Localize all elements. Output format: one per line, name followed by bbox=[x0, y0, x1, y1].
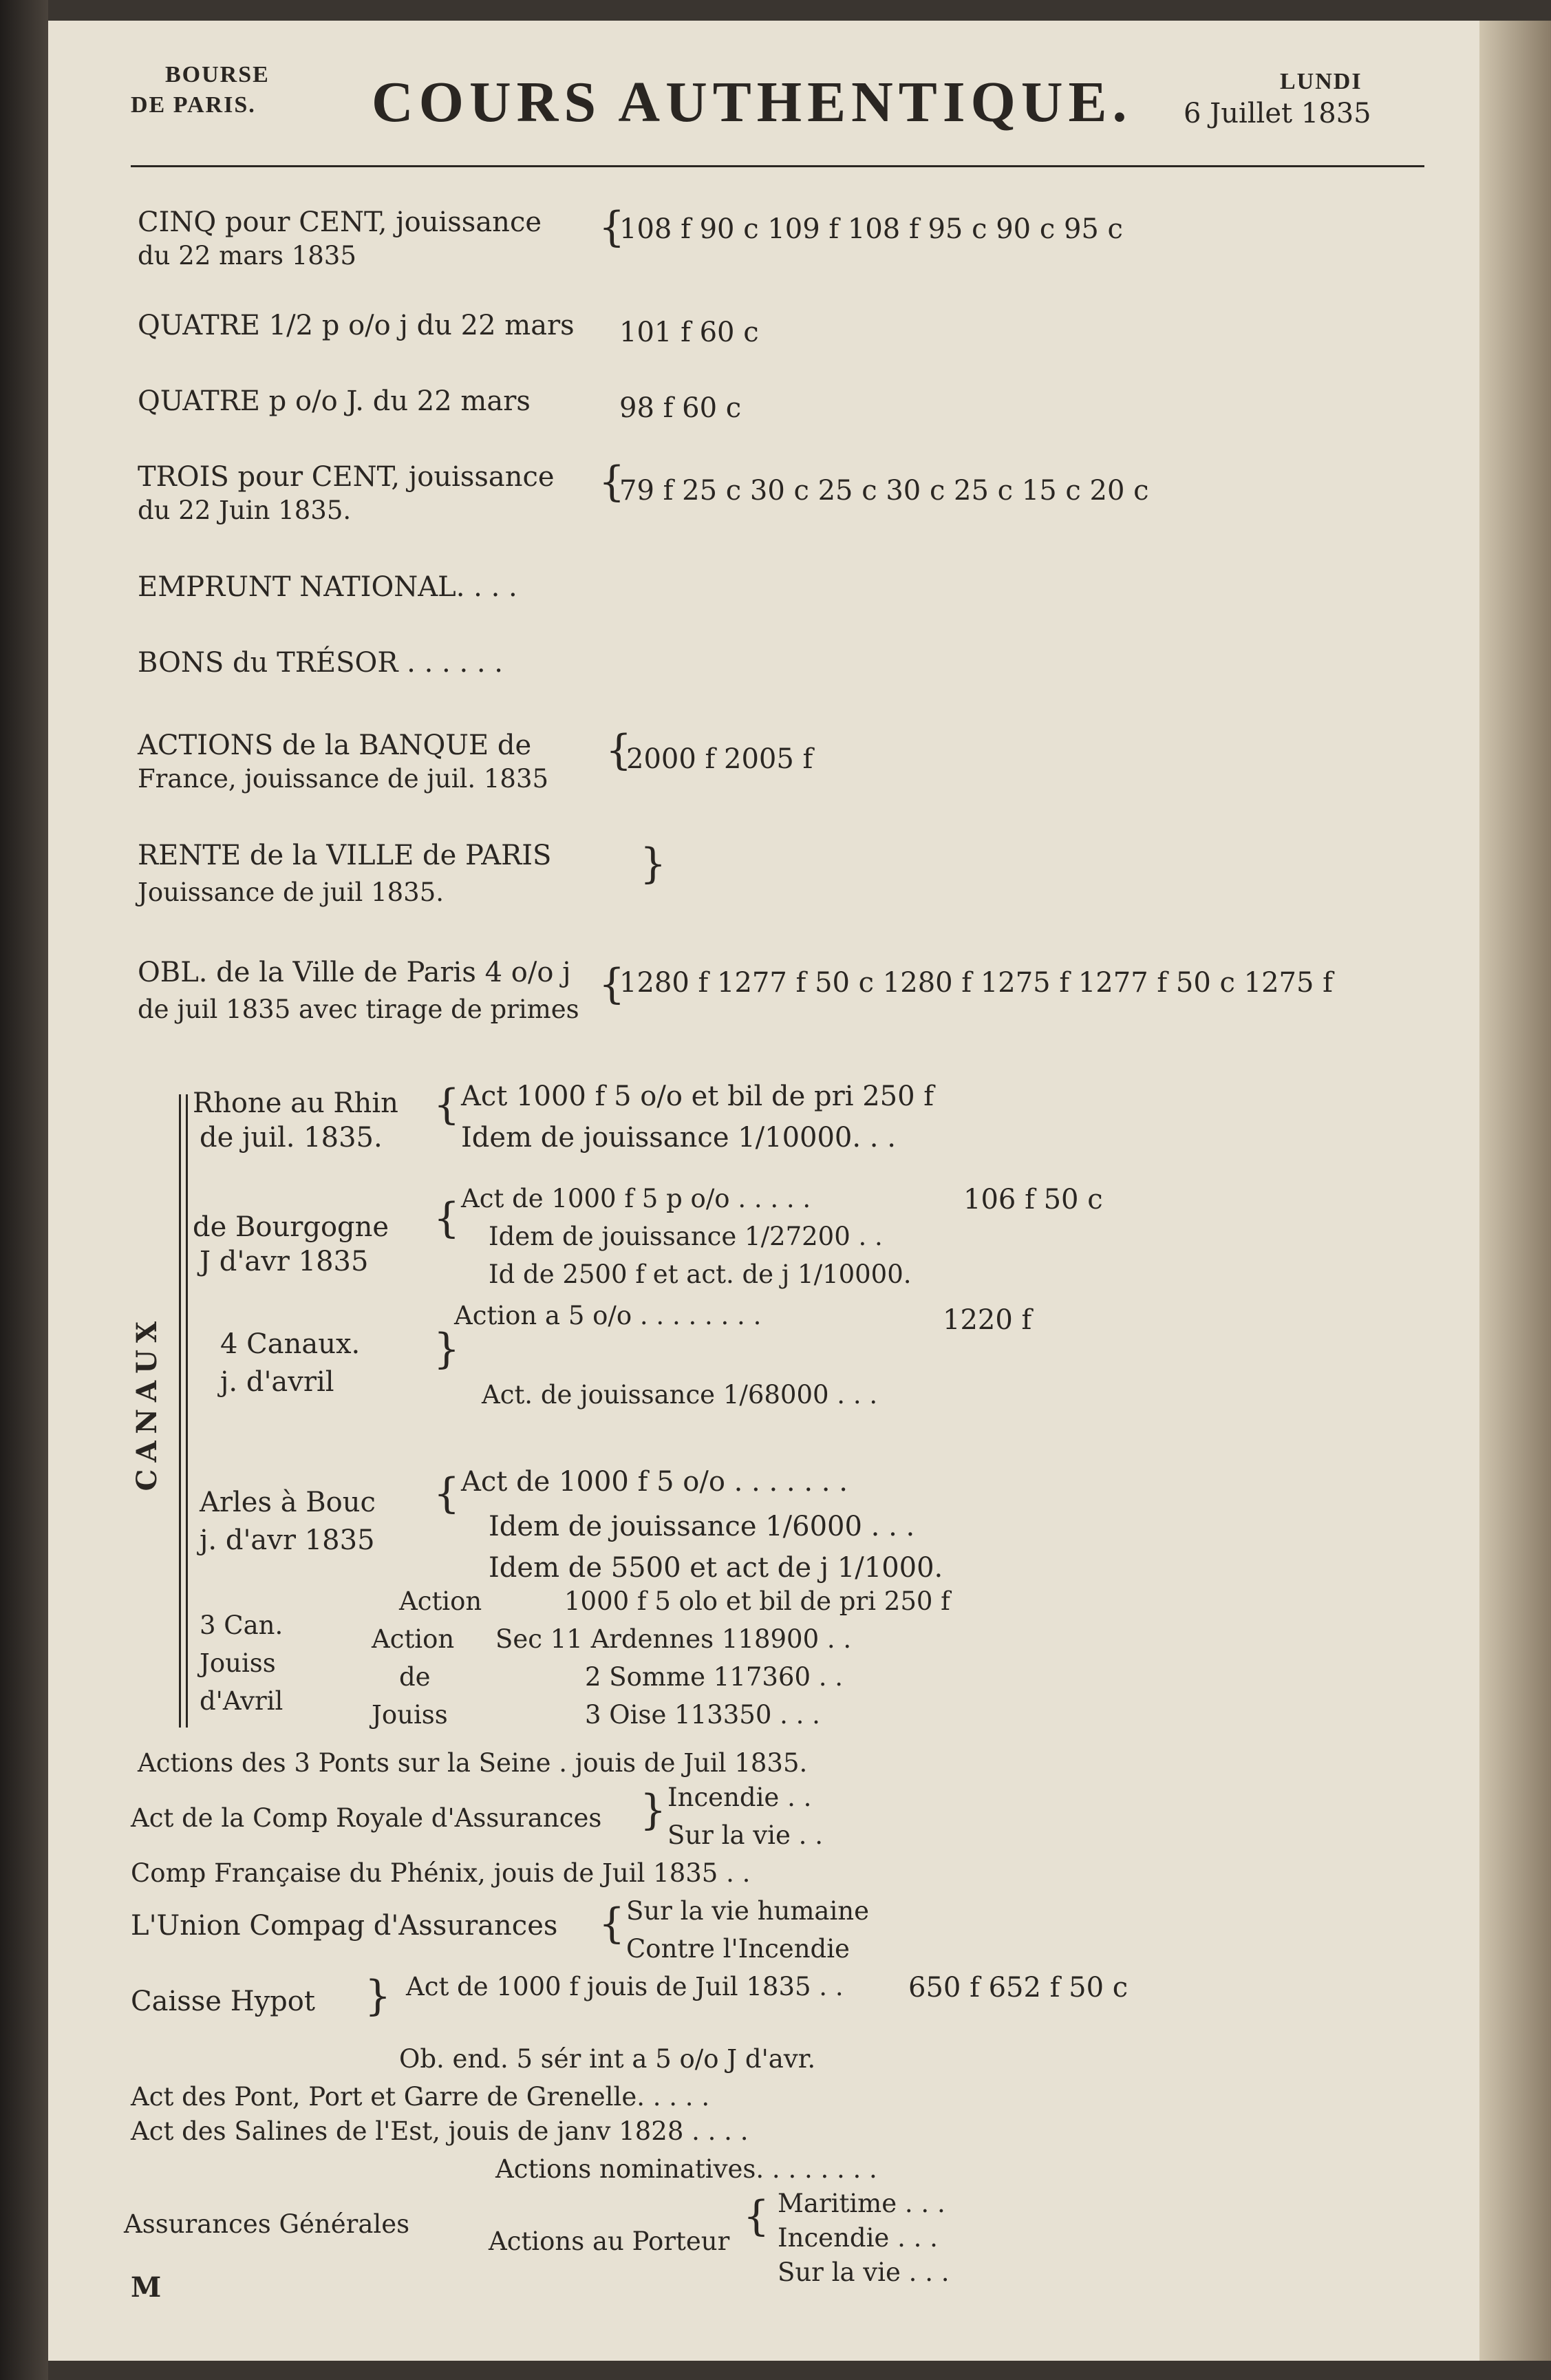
porteur-opt-3: Sur la vie . . . bbox=[778, 2257, 950, 2287]
brace-cinq: { bbox=[599, 203, 625, 251]
arles-jouis: j. d'avr 1835 bbox=[200, 1524, 375, 1556]
page-title: COURS AUTHENTIQUE. bbox=[372, 70, 1133, 134]
trois-can-line-3: 2 Somme 117360 . . bbox=[585, 1662, 844, 1692]
rente-quatre-label: QUATRE p o/o J. du 22 mars bbox=[138, 385, 531, 417]
rente-trois-label: TROIS pour CENT, jouissance bbox=[138, 461, 555, 493]
canaux-side-label: CANAUX bbox=[131, 1315, 163, 1491]
banque-prices: 2000 f 2005 f bbox=[626, 743, 813, 775]
caisse-label: Caisse Hypot bbox=[131, 1986, 315, 2017]
trois-can-de: de bbox=[399, 1662, 431, 1692]
brace-union: { bbox=[599, 1900, 625, 1948]
brace-trois: { bbox=[599, 458, 625, 506]
arles-line-2: Idem de jouissance 1/6000 . . . bbox=[489, 1511, 915, 1542]
porteur-label: Actions au Porteur bbox=[489, 2227, 730, 2256]
arles-name: Arles à Bouc bbox=[200, 1487, 376, 1518]
porteur-opt-1: Maritime . . . bbox=[778, 2189, 945, 2218]
brace-banque: { bbox=[606, 726, 632, 774]
obl-ville-prices: 1280 f 1277 f 50 c 1280 f 1275 f 1277 f 50 c 1275 f bbox=[619, 967, 1333, 999]
canaux-rule-1 bbox=[179, 1094, 181, 1728]
arles-line-3: Idem de 5500 et act de j 1/1000. bbox=[489, 1552, 943, 1584]
rente-cinq-label: CINQ pour CENT, jouissance bbox=[138, 206, 542, 238]
obl-ville-sub: de juil 1835 avec tirage de primes bbox=[138, 995, 579, 1024]
rhone-jouis: de juil. 1835. bbox=[200, 1122, 383, 1154]
banque-sub: France, jouissance de juil. 1835 bbox=[138, 764, 549, 794]
caisse-line: Act de 1000 f jouis de Juil 1835 . . bbox=[406, 1972, 844, 2001]
book-spine bbox=[0, 0, 48, 2380]
document-page bbox=[48, 21, 1479, 2361]
rente-cinq-prices: 108 f 90 c 109 f 108 f 95 c 90 c 95 c bbox=[619, 213, 1123, 245]
trois-can-name: 3 Can. bbox=[200, 1611, 284, 1640]
bourgogne-jouis: J d'avr 1835 bbox=[200, 1246, 369, 1277]
quatre-canaux-line-1: Action a 5 o/o . . . . . . . . bbox=[454, 1301, 762, 1330]
trois-can-action-1: Action bbox=[399, 1586, 482, 1616]
trois-can-line-2: Sec 11 Ardennes 118900 . . bbox=[495, 1624, 852, 1654]
phenix: Comp Française du Phénix, jouis de Juil 1835 . . bbox=[131, 1858, 751, 1888]
trois-can-jouiss: Jouiss bbox=[200, 1648, 276, 1678]
brace-bourgogne: { bbox=[434, 1194, 460, 1242]
rente-quatre-prices: 98 f 60 c bbox=[619, 392, 742, 424]
bons-tresor: BONS du TRÉSOR . . . . . . bbox=[138, 647, 504, 679]
canaux-rule-2 bbox=[186, 1094, 188, 1728]
ville-paris-sub: Jouissance de juil 1835. bbox=[138, 878, 445, 907]
union-opt-2: Contre l'Incendie bbox=[626, 1934, 850, 1964]
union-label: L'Union Compag d'Assurances bbox=[131, 1910, 558, 1942]
bourgogne-line-3: Id de 2500 f et act. de j 1/10000. bbox=[489, 1260, 912, 1289]
bourgogne-price: 106 f 50 c bbox=[963, 1184, 1103, 1215]
caisse-price: 650 f 652 f 50 c bbox=[908, 1972, 1129, 2004]
trois-can-avril: d'Avril bbox=[200, 1686, 284, 1716]
bourgogne-line-1: Act de 1000 f 5 p o/o . . . . . bbox=[461, 1184, 811, 1213]
rente-cinq-sub: du 22 mars 1835 bbox=[138, 241, 356, 270]
nominatives: Actions nominatives. . . . . . . . bbox=[495, 2154, 877, 2184]
rente-trois-sub: du 22 Juin 1835. bbox=[138, 496, 352, 525]
trois-can-line-1: 1000 f 5 olo et bil de pri 250 f bbox=[564, 1586, 950, 1616]
brace-royale: } bbox=[640, 1786, 667, 1834]
porteur-opt-2: Incendie . . . bbox=[778, 2223, 938, 2253]
arles-line-1: Act de 1000 f 5 o/o . . . . . . . bbox=[461, 1466, 848, 1498]
rhone-line-2: Idem de jouissance 1/10000. . . bbox=[461, 1122, 896, 1154]
quatre-canaux-jouis: j. d'avril bbox=[220, 1366, 334, 1398]
ville-paris-label: RENTE de la VILLE de PARIS bbox=[138, 840, 552, 871]
union-opt-1: Sur la vie humaine bbox=[626, 1896, 870, 1926]
ponts-seine: Actions des 3 Ponts sur la Seine . jouis de Juil 1835. bbox=[138, 1748, 808, 1778]
bourgogne-line-2: Idem de jouissance 1/27200 . . bbox=[489, 1222, 883, 1251]
signature-mark: M bbox=[131, 2271, 162, 2304]
royale-opt-1: Incendie . . bbox=[667, 1783, 812, 1812]
grenelle: Act des Pont, Port et Garre de Grenelle. . . . . bbox=[131, 2082, 710, 2112]
obl-ville-label: OBL. de la Ville de Paris 4 o/o j bbox=[138, 957, 571, 988]
rhone-line-1: Act 1000 f 5 o/o et bil de pri 250 f bbox=[461, 1081, 934, 1112]
quatre-canaux-line-2: Act. de jouissance 1/68000 . . . bbox=[482, 1380, 878, 1410]
header-date: 6 Juillet 1835 bbox=[1184, 98, 1371, 129]
banque-label: ACTIONS de la BANQUE de bbox=[138, 730, 532, 761]
header-de-paris: DE PARIS. bbox=[131, 92, 256, 118]
quatre-canaux-name: 4 Canaux. bbox=[220, 1328, 361, 1360]
rente-quatre-demi-label: QUATRE 1/2 p o/o j du 22 mars bbox=[138, 310, 575, 341]
header-rule bbox=[131, 165, 1424, 167]
trois-can-line-4: 3 Oise 113350 . . . bbox=[585, 1700, 820, 1730]
emprunt-national: EMPRUNT NATIONAL. . . . bbox=[138, 571, 517, 603]
brace-rhone: { bbox=[434, 1081, 460, 1129]
royale-label: Act de la Comp Royale d'Assurances bbox=[131, 1803, 602, 1833]
bourgogne-name: de Bourgogne bbox=[193, 1211, 389, 1243]
generales-label: Assurances Générales bbox=[124, 2209, 410, 2239]
brace-caisse: } bbox=[365, 1972, 392, 2020]
brace-quatre: } bbox=[434, 1325, 460, 1373]
header-bourse: BOURSE bbox=[165, 62, 270, 87]
brace-obl: { bbox=[599, 960, 625, 1008]
rente-trois-prices: 79 f 25 c 30 c 25 c 30 c 25 c 15 c 20 c bbox=[619, 475, 1149, 507]
brace-porteur: { bbox=[743, 2192, 770, 2240]
rente-quatre-demi-prices: 101 f 60 c bbox=[619, 317, 759, 348]
header-day: LUNDI bbox=[1280, 69, 1362, 94]
rhone-name: Rhone au Rhin bbox=[193, 1087, 398, 1119]
trois-can-jouiss-2: Jouiss bbox=[372, 1700, 448, 1730]
page-edge bbox=[1479, 21, 1551, 2361]
brace-arles: { bbox=[434, 1469, 460, 1518]
royale-opt-2: Sur la vie . . bbox=[667, 1820, 823, 1850]
brace-ville: } bbox=[640, 840, 667, 888]
trois-can-action-2: Action bbox=[372, 1624, 455, 1654]
ob-end: Ob. end. 5 sér int a 5 o/o J d'avr. bbox=[399, 2044, 816, 2074]
quatre-canaux-price: 1220 f bbox=[943, 1304, 1032, 1336]
salines: Act des Salines de l'Est, jouis de janv 1828 . . . . bbox=[131, 2116, 749, 2146]
